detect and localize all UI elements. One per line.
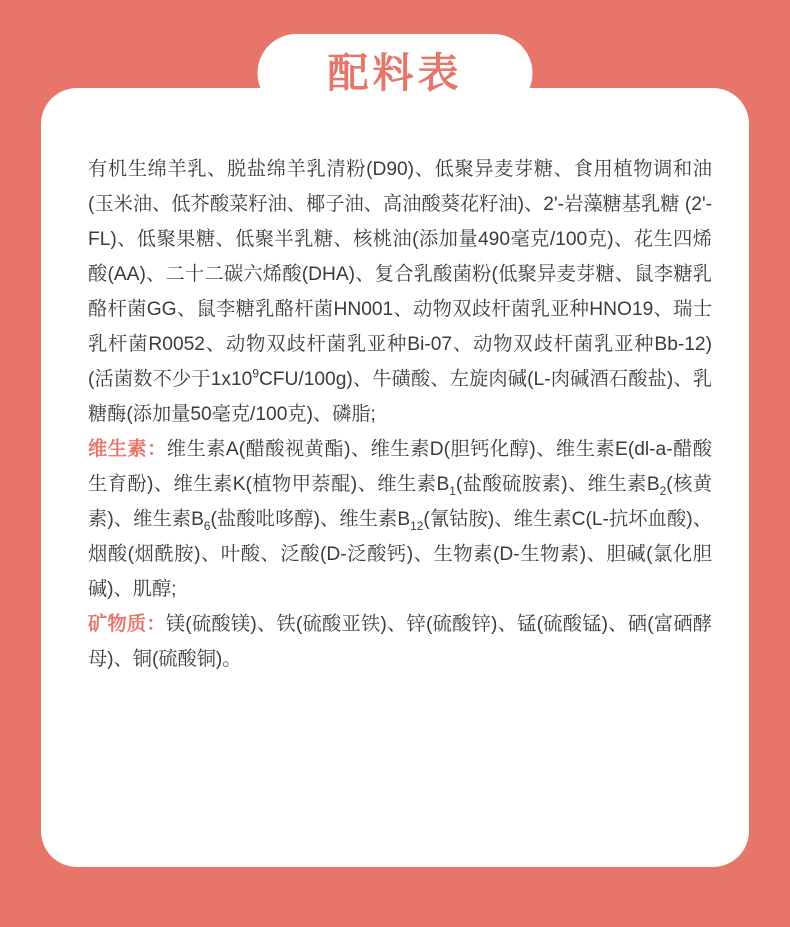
minerals-label: 矿物质： (88, 614, 166, 635)
vitamins-text-part2: (盐酸硫胺素)、维生素B (455, 474, 660, 495)
page-title: 配料表 (327, 49, 463, 96)
vitamins-text-part4: (盐酸吡哆醇)、维生素B (210, 509, 411, 530)
vitamins-paragraph (88, 432, 712, 607)
minerals-text: 镁(硫酸镁)、铁(硫酸亚铁)、锌(硫酸锌)、锰(硫酸锰)、硒(富硒酵母)、铜(硫酸铜)。 (88, 614, 712, 670)
ingredients-main-paragraph (88, 152, 712, 432)
minerals-paragraph (88, 607, 712, 677)
vitamin-b6-subscript: 6 (203, 518, 211, 533)
ingredients-cfu-exponent: 9 (252, 366, 259, 381)
vitamin-b12-subscript: 12 (410, 518, 424, 533)
vitamin-b2-subscript: 2 (659, 483, 667, 498)
ingredients-main-text-part1: 有机生绵羊乳、脱盐绵羊乳清粉(D90)、低聚异麦芽糖、食用植物调和油(玉米油、低芥酸菜籽油、椰子油、高油酸葵花籽油)、2'-岩藻糖基乳糖 (2'-FL)、低聚果糖、低聚半乳糖、核桃油(添加量490毫克/100克)、花生四烯酸(AA)、二十二碳六烯酸(DHA)、复合乳酸菌粉(低聚异麦芽糖、鼠李糖乳酪杆菌GG、鼠李糖乳酪杆菌HN001、动物双歧杆菌乳亚种HNO19、瑞士乳杆菌R0052、动物双歧杆菌乳亚种Bi-07、动物双歧杆菌乳亚种Bb-12)(活菌数不少于1x10 (88, 159, 712, 390)
ingredients-content (88, 152, 712, 677)
vitamins-label: 维生素： (88, 439, 167, 460)
vitamins-text-part3: (核黄素)、维生素B (88, 474, 713, 530)
vitamins-text-part1: 维生素A(醋酸视黄酯)、维生素D(胆钙化醇)、维生素E(dl-a-醋酸生育酚)、维生素K(植物甲萘醌)、维生素B (88, 439, 712, 495)
vitamins-text-part5: (氰钴胺)、维生素C(L-抗坏血酸)、烟酸(烟酰胺)、叶酸、泛酸(D-泛酸钙)、生物素(D-生物素)、胆碱(氯化胆碱)、肌醇; (88, 509, 713, 600)
ingredients-main-text-part2: CFU/100g)、牛磺酸、左旋肉碱(L-肉碱酒石酸盐)、乳糖酶(添加量50毫克/100克)、磷脂; (88, 369, 713, 425)
vitamin-b1-subscript: 1 (449, 483, 456, 498)
page-title-pill (258, 34, 533, 112)
